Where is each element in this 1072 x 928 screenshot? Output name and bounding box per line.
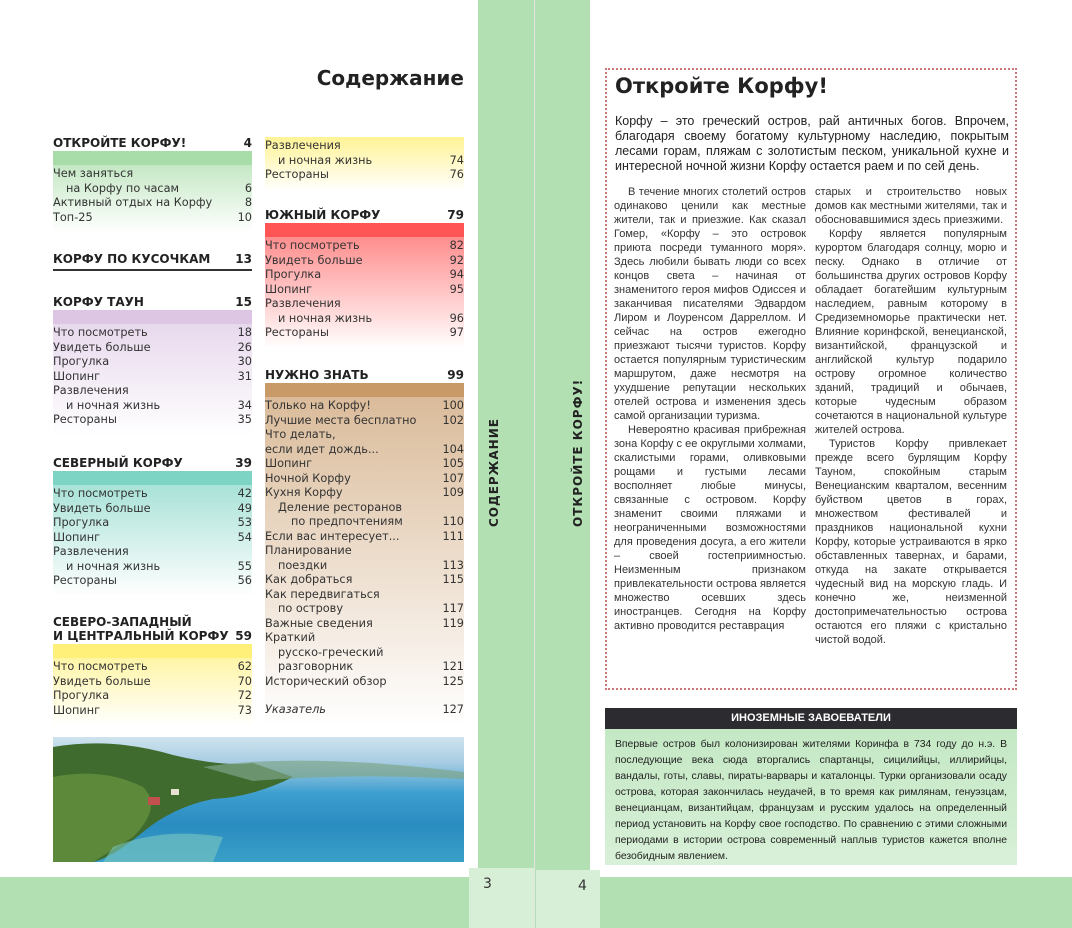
toc-entry[interactable] — [265, 457, 464, 472]
toc-entry-label: Как добраться — [265, 573, 353, 586]
toc-entry-page: 62 — [237, 660, 252, 673]
toc-entry[interactable] — [265, 154, 464, 169]
spine-label-right: ОТКРОЙТЕ КОРФУ! — [571, 378, 585, 527]
toc-heading-label: ОТКРОЙТЕ КОРФУ! — [53, 136, 187, 150]
toc-section-heading[interactable] — [53, 136, 252, 151]
toc-entry-page: 82 — [449, 239, 464, 252]
toc-entry[interactable] — [265, 646, 464, 661]
toc-entry-label: Кухня Корфу — [265, 486, 343, 499]
toc-section — [53, 295, 252, 436]
toc-entry[interactable] — [265, 414, 464, 429]
toc-entry[interactable] — [265, 472, 464, 487]
toc-entry[interactable] — [53, 211, 252, 226]
toc-section — [53, 136, 252, 233]
section-color-bar — [265, 223, 464, 237]
toc-section — [53, 456, 252, 597]
toc-section — [53, 252, 252, 271]
toc-entry[interactable] — [53, 516, 252, 531]
toc-heading-page: 79 — [447, 208, 464, 222]
toc-entry-label: разговорник — [278, 660, 354, 673]
toc-entry[interactable] — [53, 341, 252, 356]
toc-entry[interactable] — [53, 675, 252, 690]
toc-entry-label: Что посмотреть — [53, 487, 148, 500]
toc-entry-page: 76 — [449, 168, 464, 181]
toc-entry-page: 111 — [442, 529, 464, 543]
toc-entry-page: 109 — [442, 486, 464, 499]
toc-heading-label: КОРФУ ПО КУСОЧКАМ — [53, 252, 211, 266]
toc-section — [265, 137, 464, 191]
toc-heading-label: СЕВЕРО-ЗАПАДНЫЙ И ЦЕНТРАЛЬНЫЙ КОРФУ — [53, 615, 229, 643]
toc-entry-page: 105 — [442, 457, 464, 470]
toc-entry-page: 96 — [449, 311, 464, 325]
toc-entry[interactable] — [265, 602, 464, 617]
toc-entry-page: 26 — [237, 340, 252, 354]
toc-entry[interactable] — [53, 487, 252, 502]
toc-entry-page: 102 — [442, 413, 464, 427]
toc-entry-label: Деление ресторанов — [278, 500, 403, 514]
toc-entry-page: 73 — [237, 703, 252, 717]
spine-label-left: СОДЕРЖАНИЕ — [487, 418, 501, 527]
toc-entry-label: если идет дождь... — [265, 442, 379, 456]
toc-entry[interactable] — [53, 370, 252, 385]
toc-entry[interactable] — [53, 182, 252, 197]
toc-entry-label: Исторический обзор — [265, 674, 387, 688]
toc-section-heading[interactable] — [265, 368, 464, 383]
toc-entry[interactable] — [265, 312, 464, 327]
toc-entry-page: 10 — [237, 210, 252, 224]
toc-entry-label: Рестораны — [265, 326, 329, 339]
toc-section-heading[interactable] — [53, 252, 252, 271]
paragraph: Корфу является популярным курортом благодаря солнцу, морю и песку. Однако в отличие от большинства других островов Корфу обладает богатейшим культурным наследием, равным которому в Средиземноморье практически нет. Влияние коринфской, венецианской, византийской, французской и английской культур подарило острову огромное количество зданий, традиций и обычаев, которые чудесным образом сочетаются в национальной культуре жителей острова. — [815, 228, 1007, 436]
toc-entry-page: 95 — [449, 282, 464, 296]
toc-entry[interactable] — [265, 660, 464, 675]
toc-title: Содержание — [316, 66, 464, 90]
toc-entry[interactable] — [265, 573, 464, 588]
toc-entry-label: Прогулка — [53, 516, 110, 529]
toc-entry-label: Активный отдых на Корфу — [53, 196, 213, 209]
toc-entry-label: Шопинг — [265, 282, 313, 296]
toc-entry-label: Увидеть больше — [53, 340, 151, 354]
toc-entry-label: и ночная жизнь — [66, 559, 161, 573]
sidebar-text: Впервые остров был колонизирован жителями Коринфа в 734 году до н.э. В последующие века сюда вторгались спартанцы, сицилийцы, иллирийцы, вандалы, готы, славы, пираты-варвары и каталонцы. Турки организовали осаду острова, которая закончилась неудачей, в то время как римлянам, генуэзцам, венецианцам, византийцам, французам и русским удалось на определенный период установить на Корфу свое господство. По сравнению с этими сложными периодами в истории острова современный наплыв туристов кажется вполне безобидным явлением. — [605, 729, 1017, 865]
toc-entry-label: по острову — [278, 602, 344, 615]
toc-entry[interactable] — [265, 168, 464, 183]
toc-entry-label: и ночная жизнь — [66, 398, 161, 412]
section-color-bar — [53, 471, 252, 485]
toc-entry[interactable] — [53, 167, 252, 182]
toc-entry-page: 8 — [244, 196, 252, 209]
toc-heading-page: 99 — [447, 368, 464, 382]
toc-entry-label: Рестораны — [53, 413, 117, 426]
toc-heading-page: 59 — [235, 629, 252, 643]
section-color-bar — [53, 644, 252, 658]
toc-heading-page: 4 — [243, 136, 252, 150]
toc-entry-label: Ночной Корфу — [265, 471, 351, 485]
page-number-left: 3 — [469, 868, 534, 928]
toc-entry-label: на Корфу по часам — [66, 181, 180, 195]
toc-entry-label: и ночная жизнь — [278, 311, 373, 325]
toc-entry-page: 107 — [442, 471, 464, 485]
toc-entry[interactable] — [265, 443, 464, 458]
article-column-1 — [614, 185, 806, 633]
toc-entry[interactable] — [265, 675, 464, 690]
toc-entry-page: 117 — [442, 602, 464, 615]
toc-entry[interactable] — [53, 689, 252, 704]
toc-entry-label: Что посмотреть — [53, 326, 148, 339]
toc-entry-page: 94 — [449, 268, 464, 281]
toc-entry[interactable] — [265, 544, 464, 559]
toc-entry-label: Развлечения — [53, 545, 129, 558]
toc-section — [265, 208, 464, 349]
toc-entry[interactable] — [265, 428, 464, 443]
toc-section-heading[interactable] — [265, 208, 464, 223]
toc-entry[interactable] — [53, 545, 252, 560]
toc-entry-page: 70 — [237, 674, 252, 688]
toc-entry[interactable] — [265, 631, 464, 646]
toc-entry[interactable] — [265, 399, 464, 414]
toc-entry[interactable] — [53, 384, 252, 399]
toc-entry-page: 56 — [237, 574, 252, 587]
toc-entry[interactable] — [265, 283, 464, 298]
toc-entry-label: Указатель — [265, 703, 326, 716]
toc-entry-page: 49 — [237, 501, 252, 515]
toc-entry[interactable] — [53, 196, 252, 211]
toc-entry-label: Как передвигаться — [265, 587, 380, 601]
toc-entry-label: поездки — [278, 558, 328, 572]
toc-entry-page: 104 — [442, 442, 464, 456]
toc-entry[interactable] — [53, 399, 252, 414]
toc-entry[interactable] — [53, 660, 252, 675]
toc-section — [53, 615, 252, 726]
toc-entry-label: Что делать, — [265, 428, 336, 441]
toc-entry[interactable] — [53, 704, 252, 719]
toc-section-heading[interactable] — [53, 456, 252, 471]
toc-section-heading[interactable] — [53, 295, 252, 310]
toc-entry-page: 119 — [442, 616, 464, 630]
toc-entry-page: 18 — [237, 326, 252, 339]
toc-entry[interactable] — [265, 326, 464, 341]
toc-entry[interactable] — [265, 515, 464, 530]
toc-entry-page: 92 — [449, 253, 464, 267]
toc-entry[interactable] — [53, 326, 252, 341]
toc-entry-label: Увидеть больше — [53, 674, 151, 688]
toc-entry-label: Шопинг — [53, 369, 101, 383]
toc-entry-page: 35 — [237, 413, 252, 426]
article-title: Откройте Корфу! — [615, 74, 828, 98]
toc-entry[interactable] — [265, 617, 464, 632]
toc-entry-page: 53 — [237, 516, 252, 529]
toc-entry-label: Что посмотреть — [265, 239, 360, 252]
toc-entry-label: по предпочтениям — [291, 515, 403, 528]
toc-heading-label: СЕВЕРНЫЙ КОРФУ — [53, 456, 183, 470]
section-color-bar — [53, 151, 252, 165]
toc-heading-label: КОРФУ ТАУН — [53, 295, 144, 309]
toc-entry[interactable] — [265, 297, 464, 312]
toc-entry[interactable] — [265, 268, 464, 283]
toc-entry-page: 97 — [449, 326, 464, 339]
toc-section-heading[interactable] — [53, 615, 252, 644]
toc-entry-label: Прогулка — [53, 689, 110, 702]
toc-entry-label: Важные сведения — [265, 616, 373, 630]
toc-entry-label: Рестораны — [265, 168, 329, 181]
toc-entry-label: Шопинг — [265, 457, 313, 470]
toc-entry-label: Шопинг — [53, 530, 101, 544]
toc-entry[interactable] — [265, 559, 464, 574]
toc-entry[interactable] — [53, 560, 252, 575]
toc-entry-page: 55 — [237, 559, 252, 573]
toc-entry-label: Что посмотреть — [53, 660, 148, 673]
toc-entry-label: Прогулка — [265, 268, 322, 281]
toc-entry-label: Развлечения — [265, 297, 341, 310]
section-color-bar — [265, 383, 464, 397]
toc-entry[interactable] — [265, 501, 464, 516]
toc-entry-label: Развлечения — [265, 139, 341, 152]
toc-entry-label: Топ-25 — [53, 210, 93, 224]
toc-heading-page: 13 — [235, 252, 252, 266]
toc-entry-label: Планирование — [265, 544, 352, 557]
toc-entry-label: Развлечения — [53, 384, 129, 397]
article-column-2 — [815, 185, 1007, 647]
toc-entry-page: 125 — [442, 674, 464, 688]
page-number-right: 4 — [536, 870, 600, 928]
section-color-bar — [53, 310, 252, 324]
paragraph: Невероятно красивая прибрежная зона Корфу с ее округлыми холмами, скалистыми горами, оливковыми рощами и густыми лесами восполняет любые минусы, связанные с островом. Корфу знаменит своими пляжами и неограниченными возможностями для проведения досуга, а его жители – своей гостеприимностью. Неизменным признаком привлекательности острова является множество осевших здесь иностранцев. Сегодня на Корфу активно проводится реставрация — [614, 424, 806, 632]
toc-entry-label: Рестораны — [53, 574, 117, 587]
toc-entry[interactable] — [265, 486, 464, 501]
sidebar-title: ИНОЗЕМНЫЕ ЗАВОЕВАТЕЛИ — [605, 708, 1017, 729]
toc-entry-label: Лучшие места бесплатно — [265, 413, 417, 427]
toc-entry[interactable] — [53, 413, 252, 428]
toc-entry-page: 54 — [237, 530, 252, 544]
toc-entry-page: 34 — [237, 398, 252, 412]
toc-entry-label: Если вас интересует... — [265, 529, 400, 543]
toc-entry[interactable] — [265, 530, 464, 545]
coast-photo — [53, 737, 464, 862]
toc-entry-page: 31 — [237, 369, 252, 383]
paragraph: Туристов Корфу привлекает прежде всего бурлящим Корфу Тауном, спокойным старым Венецианским кварталом, весенним буйством цветов в горах, множеством фестивалей и праздников национальной кухни Корфу, которые устраиваются в ярко обставленных тавернах, и барами, откуда на закате открывается чудесный вид на морскую гладь. И конечно же, неизменной достопримечательностью острова остаются его пляжи с кристально чистой водой. — [815, 438, 1007, 646]
toc-entry-page: 121 — [442, 660, 464, 673]
toc-entry-label: Только на Корфу! — [265, 399, 371, 412]
toc-entry-page: 74 — [449, 153, 464, 167]
toc-entry-label: Чем заняться — [53, 167, 134, 180]
toc-entry-page: 100 — [442, 399, 464, 412]
toc-entry[interactable] — [265, 588, 464, 603]
toc-entry-label: Краткий — [265, 631, 316, 644]
toc-entry[interactable] — [265, 254, 464, 269]
toc-entry-page: 72 — [237, 689, 252, 702]
toc-entry-label: Увидеть больше — [265, 253, 363, 267]
toc-entry-label: Шопинг — [53, 703, 101, 717]
toc-entry-page: 6 — [244, 181, 252, 195]
toc-entry[interactable] — [265, 703, 464, 718]
toc-heading-label: ЮЖНЫЙ КОРФУ — [265, 208, 381, 222]
toc-entry-label: Увидеть больше — [53, 501, 151, 515]
toc-entry-label: и ночная жизнь — [278, 153, 373, 167]
toc-entry-page: 115 — [442, 573, 464, 586]
toc-entry-label: Прогулка — [53, 355, 110, 368]
toc-entry[interactable] — [53, 502, 252, 517]
article-intro: Корфу – это греческий остров, рай античных богов. Впрочем, благодаря своему богатому культурному наследию, покрытым лесами горам, пляжам с золотистым песком, уникальной кухне и интересной ночной жизни Корфу остается раем и по сей день. — [615, 114, 1009, 173]
toc-entry[interactable] — [53, 531, 252, 546]
toc-entry-page: 127 — [442, 703, 464, 716]
toc-entry[interactable] — [53, 355, 252, 370]
paragraph: старых и строительство новых домов как местными жителями, так и обосновавшимися здесь приезжими. — [815, 186, 1007, 226]
toc-entry-page: 110 — [442, 515, 464, 528]
paragraph: В течение многих столетий остров одинаково ценили как местные жители, так и приезжие. Как сказал Гомер, «Корфу – это островок приюта посреди туманного моря». Здесь любили бывать люди со всех концов света – начиная от знаменитого героя мифов Одиссея и заканчивая писателями Эдвардом Лиром и Лоуренсом Дарреллом. И сейчас на остров ежегодно приезжают тысячи туристов. Корфу остается популярным туристическим маршрутом, даже несмотря на ухудшение репутации нескольких отелей острова и изменения здесь самой организации туризма. — [614, 186, 806, 422]
toc-entry-page: 42 — [237, 487, 252, 500]
toc-entry-page: 30 — [237, 355, 252, 368]
toc-entry[interactable] — [265, 139, 464, 154]
page-gutter — [534, 0, 535, 928]
toc-entry[interactable] — [265, 239, 464, 254]
toc-heading-label: НУЖНО ЗНАТЬ — [265, 368, 369, 382]
toc-entry-label: русско-греческий — [278, 645, 384, 659]
toc-heading-page: 39 — [235, 456, 252, 470]
toc-heading-page: 15 — [235, 295, 252, 309]
toc-entry[interactable] — [53, 574, 252, 589]
toc-section — [265, 368, 464, 726]
toc-entry-page: 113 — [442, 558, 464, 572]
